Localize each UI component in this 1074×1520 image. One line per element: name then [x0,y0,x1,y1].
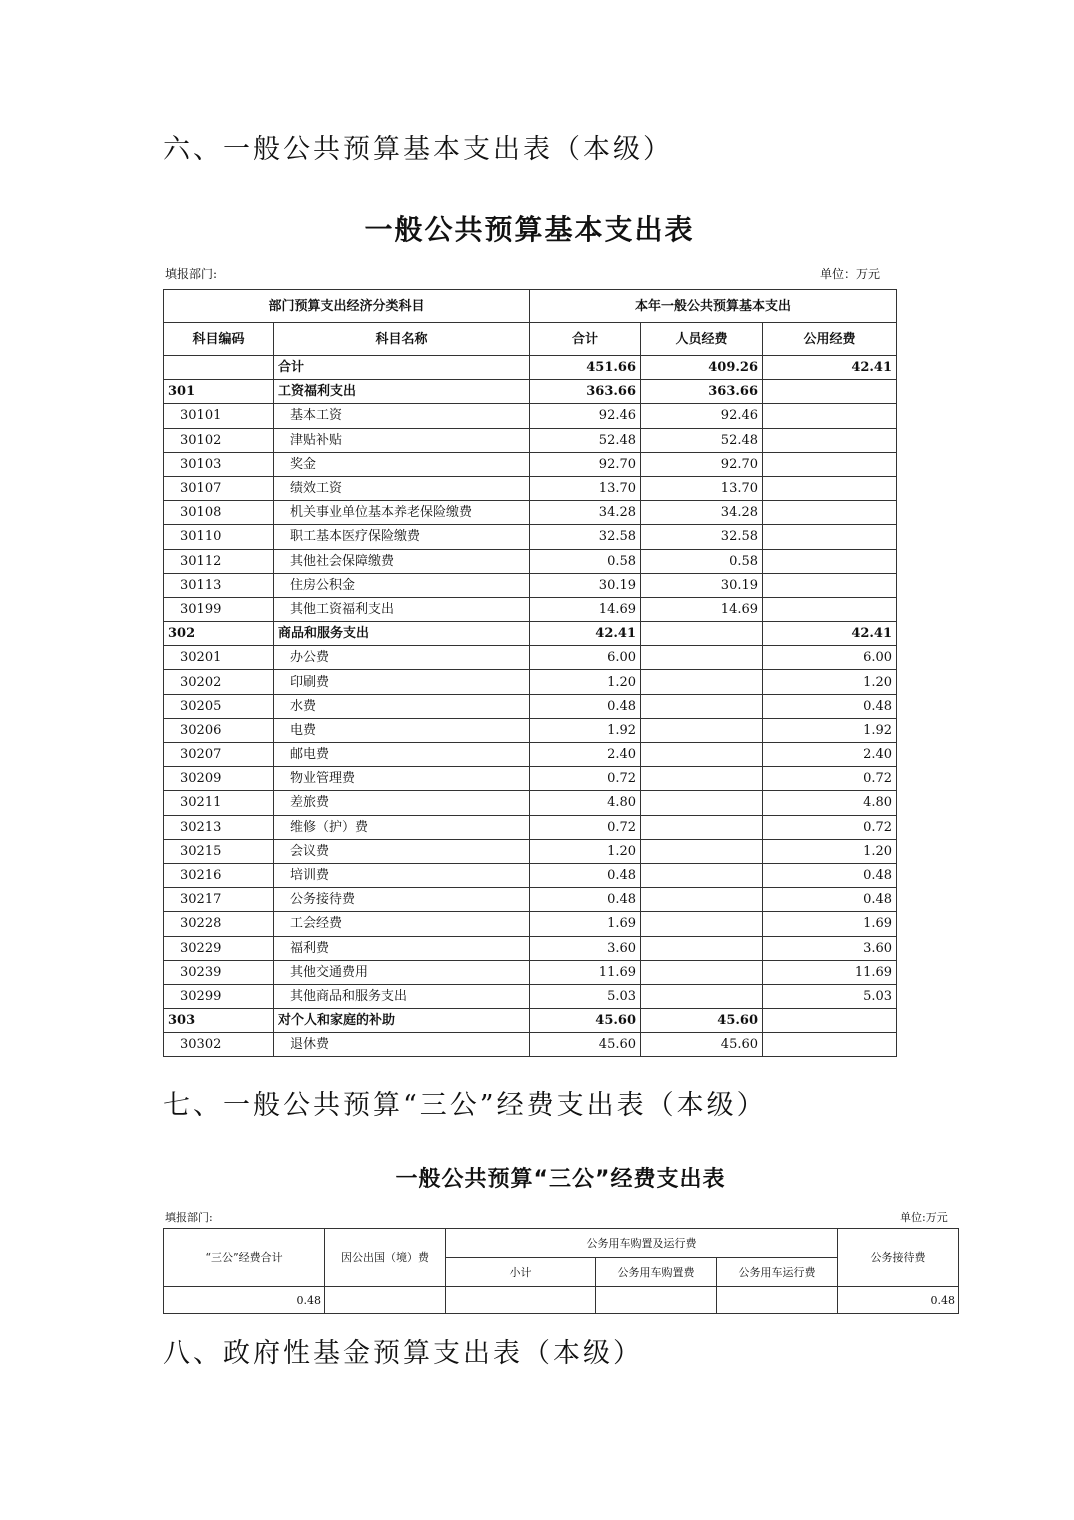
row-total: 1.69 [530,912,641,936]
row-personnel: 14.69 [641,597,763,621]
row-code: 30217 [164,888,274,912]
row-total: 1.20 [530,839,641,863]
sangong-table-title: 一般公共预算“三公”经费支出表 [395,1167,726,1192]
row-public: 6.00 [763,646,897,670]
table-row [164,380,897,404]
sangong-header-total: “三公”经费合计 [164,1229,325,1287]
row-code: 30213 [164,815,274,839]
row-code: 30201 [164,646,274,670]
row-name: 基本工资 [274,404,530,428]
row-total: 4.80 [530,791,641,815]
row-code: 303 [164,1009,274,1033]
row-name: 工会经费 [274,912,530,936]
row-code: 30108 [164,501,274,525]
row-personnel: 363.66 [641,380,763,404]
row-code: 30113 [164,573,274,597]
row-total: 32.58 [530,525,641,549]
row-code: 30102 [164,428,274,452]
sangong-header-abroad: 因公出国（境）费 [325,1229,446,1287]
group-header-expenditure: 本年一般公共预算基本支出 [530,290,897,323]
row-name: 其他社会保障缴费 [274,549,530,573]
row-public [763,549,897,573]
row-total: 42.41 [530,622,641,646]
row-personnel: 13.70 [641,476,763,500]
basic-expenditure-table-title: 一般公共预算基本支出表 [364,213,695,246]
row-public [763,380,897,404]
row-public: 1.69 [763,912,897,936]
row-name: 物业管理费 [274,767,530,791]
row-name: 办公费 [274,646,530,670]
row-personnel [641,815,763,839]
sangong-header-purchase: 公务用车购置费 [596,1258,717,1287]
row-name: 其他交通费用 [274,960,530,984]
row-personnel: 30.19 [641,573,763,597]
row-total: 52.48 [530,428,641,452]
table-row [164,912,897,936]
dept-label: 填报部门: [165,267,218,281]
row-code: 30211 [164,791,274,815]
table-row [164,815,897,839]
row-total: 13.70 [530,476,641,500]
row-public: 4.80 [763,791,897,815]
sangong-value-subtotal [446,1287,596,1314]
row-code: 30209 [164,767,274,791]
row-total: 11.69 [530,960,641,984]
row-personnel: 92.70 [641,452,763,476]
row-total: 0.58 [530,549,641,573]
row-name: 差旅费 [274,791,530,815]
row-public: 1.20 [763,670,897,694]
sangong-value-reception: 0.48 [838,1287,959,1314]
column-header-row [164,323,897,356]
row-name: 印刷费 [274,670,530,694]
row-code: 30228 [164,912,274,936]
sangong-header-row-1 [164,1229,959,1258]
row-name: 培训费 [274,863,530,887]
row-code: 30216 [164,863,274,887]
row-total: 0.72 [530,767,641,791]
row-total: 92.46 [530,404,641,428]
table-row [164,476,897,500]
sangong-value-abroad [325,1287,446,1314]
row-total: 0.48 [530,694,641,718]
table-row [164,1033,897,1057]
row-name: 退休费 [274,1033,530,1057]
row-public: 1.20 [763,839,897,863]
group-header-classification: 部门预算支出经济分类科目 [164,290,530,323]
row-public: 42.41 [763,356,897,380]
row-public [763,597,897,621]
col-header-code: 科目编码 [164,323,274,356]
row-code: 301 [164,380,274,404]
row-name: 维修（护）费 [274,815,530,839]
row-total: 6.00 [530,646,641,670]
table-row [164,573,897,597]
row-public [763,1033,897,1057]
row-code: 30299 [164,984,274,1008]
row-total: 34.28 [530,501,641,525]
row-name: 工资福利支出 [274,380,530,404]
row-name: 合计 [274,356,530,380]
table-row [164,525,897,549]
row-public [763,573,897,597]
row-total: 92.70 [530,452,641,476]
row-name: 住房公积金 [274,573,530,597]
sangong-header-vehicle-group: 公务用车购置及运行费 [446,1229,838,1258]
row-public: 5.03 [763,984,897,1008]
table-row [164,743,897,767]
row-personnel [641,984,763,1008]
table-row [164,597,897,621]
row-personnel: 409.26 [641,356,763,380]
row-total: 45.60 [530,1009,641,1033]
row-name: 职工基本医疗保险缴费 [274,525,530,549]
row-personnel: 34.28 [641,501,763,525]
sangong-value-purchase [596,1287,717,1314]
row-code: 302 [164,622,274,646]
row-code: 30112 [164,549,274,573]
col-header-public: 公用经费 [763,323,897,356]
row-personnel [641,743,763,767]
sangong-header-operation: 公务用车运行费 [717,1258,838,1287]
row-public: 0.72 [763,767,897,791]
row-total: 2.40 [530,743,641,767]
row-personnel: 92.46 [641,404,763,428]
row-total: 0.72 [530,815,641,839]
row-code [164,356,274,380]
sangong-header-subtotal: 小计 [446,1258,596,1287]
sangong-value-row [164,1287,959,1314]
row-code: 30202 [164,670,274,694]
row-code: 30205 [164,694,274,718]
row-public [763,428,897,452]
row-public: 3.60 [763,936,897,960]
row-public: 42.41 [763,622,897,646]
row-personnel [641,863,763,887]
section-8-heading: 八、政府性基金预算支出表（本级） [163,1338,643,1369]
row-personnel [641,960,763,984]
row-code: 30239 [164,960,274,984]
row-personnel: 45.60 [641,1033,763,1057]
table-row [164,549,897,573]
row-public: 2.40 [763,743,897,767]
sangong-header-reception: 公务接待费 [838,1229,959,1287]
sangong-value-operation [717,1287,838,1314]
row-total: 1.92 [530,718,641,742]
row-public [763,452,897,476]
row-code: 30103 [164,452,274,476]
table-row [164,646,897,670]
row-name: 邮电费 [274,743,530,767]
table-row [164,863,897,887]
unit-label: 单位：万元 [820,267,881,281]
row-personnel [641,694,763,718]
row-public [763,525,897,549]
row-public: 1.92 [763,718,897,742]
row-code: 30215 [164,839,274,863]
row-public [763,476,897,500]
table-row [164,984,897,1008]
table-row [164,622,897,646]
row-personnel [641,718,763,742]
row-total: 30.19 [530,573,641,597]
row-total: 0.48 [530,863,641,887]
row-code: 30206 [164,718,274,742]
row-name: 公务接待费 [274,888,530,912]
table-row [164,936,897,960]
row-personnel: 32.58 [641,525,763,549]
row-code: 30302 [164,1033,274,1057]
table-row [164,356,897,380]
row-personnel [641,622,763,646]
basic-expenditure-table [163,289,897,1057]
row-total: 3.60 [530,936,641,960]
row-public: 0.48 [763,863,897,887]
row-code: 30229 [164,936,274,960]
row-total: 0.48 [530,888,641,912]
row-code: 30207 [164,743,274,767]
sangong-table [163,1228,959,1314]
row-total: 451.66 [530,356,641,380]
row-public [763,1009,897,1033]
table-row [164,839,897,863]
row-code: 30199 [164,597,274,621]
table-row [164,767,897,791]
row-personnel [641,767,763,791]
table-row [164,428,897,452]
col-header-personnel: 人员经费 [641,323,763,356]
row-public: 0.72 [763,815,897,839]
row-public: 0.48 [763,694,897,718]
row-name: 奖金 [274,452,530,476]
section-6-heading: 六、一般公共预算基本支出表（本级） [163,134,673,165]
row-name: 商品和服务支出 [274,622,530,646]
row-public: 0.48 [763,888,897,912]
row-total: 5.03 [530,984,641,1008]
row-code: 30101 [164,404,274,428]
row-total: 45.60 [530,1033,641,1057]
row-personnel: 52.48 [641,428,763,452]
row-personnel: 45.60 [641,1009,763,1033]
row-name: 会议费 [274,839,530,863]
row-name: 津贴补贴 [274,428,530,452]
row-personnel [641,791,763,815]
row-public [763,404,897,428]
row-name: 其他商品和服务支出 [274,984,530,1008]
table-row [164,888,897,912]
row-personnel [641,839,763,863]
table-row [164,404,897,428]
row-personnel [641,670,763,694]
col-header-name: 科目名称 [274,323,530,356]
row-personnel [641,888,763,912]
row-code: 30110 [164,525,274,549]
group-header-row [164,290,897,323]
row-public [763,501,897,525]
row-name: 电费 [274,718,530,742]
row-name: 其他工资福利支出 [274,597,530,621]
table-row [164,694,897,718]
table-row [164,960,897,984]
table-row [164,1009,897,1033]
table-row [164,501,897,525]
section-7-heading: 七、一般公共预算“三公”经费支出表（本级） [163,1090,767,1121]
row-name: 机关事业单位基本养老保险缴费 [274,501,530,525]
row-personnel [641,912,763,936]
row-personnel [641,936,763,960]
sangong-dept-label: 填报部门: [165,1211,213,1224]
col-header-total: 合计 [530,323,641,356]
table-row [164,718,897,742]
row-total: 14.69 [530,597,641,621]
table-row [164,791,897,815]
row-name: 对个人和家庭的补助 [274,1009,530,1033]
row-total: 363.66 [530,380,641,404]
row-name: 水费 [274,694,530,718]
row-personnel [641,646,763,670]
row-code: 30107 [164,476,274,500]
row-total: 1.20 [530,670,641,694]
row-name: 绩效工资 [274,476,530,500]
table-row [164,670,897,694]
sangong-value-total: 0.48 [164,1287,325,1314]
row-public: 11.69 [763,960,897,984]
row-personnel: 0.58 [641,549,763,573]
row-name: 福利费 [274,936,530,960]
sangong-unit-label: 单位:万元 [900,1211,948,1224]
table-row [164,452,897,476]
